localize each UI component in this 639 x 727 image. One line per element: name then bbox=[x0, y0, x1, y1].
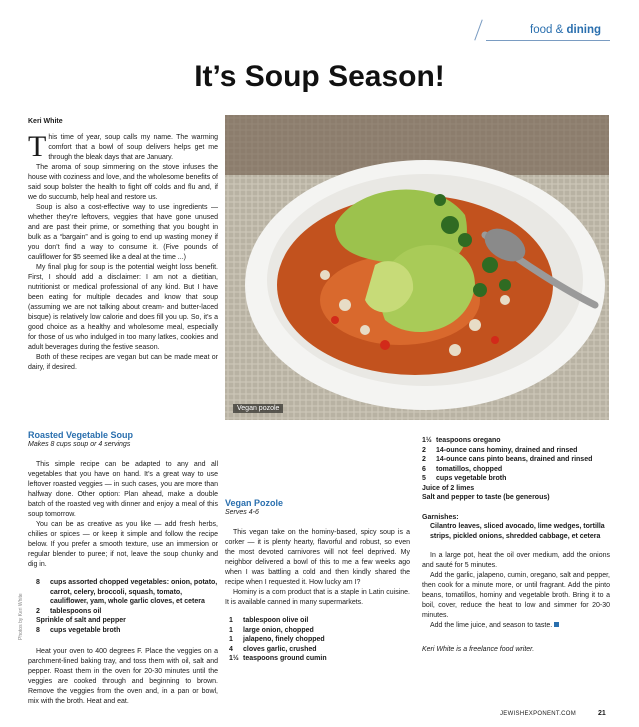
intro-column bbox=[28, 130, 218, 373]
section-rule bbox=[486, 40, 610, 41]
recipe2-ingredients-b bbox=[422, 436, 610, 503]
ingredient-row: 1½ teaspoons oregano bbox=[422, 437, 501, 444]
ingredient-row: 1 jalapeno, finely chopped bbox=[229, 636, 325, 643]
author-bio: Keri White is a freelance food writer. bbox=[422, 646, 535, 653]
footer-site: JEWISHEXPONENT.COM bbox=[500, 711, 577, 717]
ingredient-row: Salt and pepper to taste (be generous) bbox=[422, 494, 550, 501]
ingredient-row: 6 tomatillos, chopped bbox=[422, 465, 503, 473]
byline: Keri White bbox=[28, 118, 63, 125]
recipe1-title: Roasted Vegetable Soup bbox=[28, 430, 134, 440]
ingredient-row: 2 14-ounce cans hominy, drained and rinsed bbox=[422, 446, 578, 454]
recipe2-step1: In a large pot, heat the oil over medium, add the onions and sauté for 5 minutes. bbox=[422, 552, 610, 569]
recipe1-step1: Heat your oven to 400 degrees F. Place the veggies on a parchment-lined baking tray, and toss them with oil, salt and pepper. Roast them in the oven for 20-30 minutes until the veggies are cooked through and beginning to brown. Remove the veggies from the oven and, in a pan or bowl, mix with the broth. Heat and eat. bbox=[28, 648, 218, 705]
intro-p5: Both of these recipes are vegan but can be made meat or dairy, if desired. bbox=[28, 354, 218, 371]
drop-cap: T bbox=[28, 130, 47, 163]
ingredient-row: 8 cups vegetable broth bbox=[36, 626, 121, 634]
recipe2-ingredients-a bbox=[225, 616, 410, 664]
section-left: food bbox=[530, 24, 553, 36]
recipe2-title: Vegan Pozole bbox=[225, 498, 284, 508]
recipe1-column bbox=[28, 430, 218, 707]
recipe2-serves: Serves 4-6 bbox=[225, 509, 259, 516]
section-tag bbox=[530, 24, 601, 36]
ingredient-row: 1½ teaspoons ground cumin bbox=[229, 655, 327, 662]
ingredient-row: Sprinkle of salt and pepper bbox=[36, 617, 126, 624]
page-title: It’s Soup Season! bbox=[194, 60, 445, 93]
section-right: dining bbox=[566, 24, 601, 36]
intro-p3: Soup is also a cost-effective way to use ingredients — whether they’re leftovers, veggies that have gone unused and are past their prime, or something that you bought in bulk as a “bargain” and is going to end up wasting money if you don’t find a way to consume it. (Five pounds of cauliflower for $5 seemed like a deal at the time ...) bbox=[28, 204, 218, 261]
end-mark-icon bbox=[554, 622, 559, 627]
recipe1-p1: This simple recipe can be adapted to any and all vegetables that you have on hand. It’s a great way to use leftover roasted veggies — in such cases, you are more than halfway done. Other option: Plan ahead, make a double batch of the roasted veg with dinner and enjoy a meal of this soup tomorrow. bbox=[28, 461, 218, 518]
page-number: 21 bbox=[598, 710, 606, 717]
garnish-label: Garnishes: bbox=[422, 513, 459, 521]
intro-p1 bbox=[28, 130, 218, 163]
photo-credit: Photos by Keri White bbox=[18, 593, 24, 640]
soup-photo bbox=[225, 115, 609, 420]
intro-p4: My final plug for soup is the potential weight loss benefit. First, I should add a disclaimer: I am not a dietitian, nutritionist or medical professional of any kind. But I have been eating for multiple decades and know that soup (assuming we are not talking about cream- and butter-laced bisque) is relatively low calorie and does fill you up. So, it’s a good choice as a healthy and wholesome meal, especially for those of us who indulged in too many latkes, cookies and adult beverages during the festive season. bbox=[28, 264, 218, 351]
ingredient-row: 4 cloves garlic, crushed bbox=[229, 645, 317, 653]
intro-p2: The aroma of soup simmering on the stove infuses the house with coziness and love, and the wholesome benefits of said soup bolster the health to fight off colds and flu and, if we do succumb, help heal and restore us. bbox=[28, 164, 218, 201]
recipe1-serves: Makes 8 cups soup or 4 servings bbox=[28, 441, 131, 448]
recipe2-p1: This vegan take on the hominy-based, spicy soup is a corker — it is plenty hearty, flavorful and robust, so even the most devoted carnivores will not feel deprived. My neighbor delivered a bowl of this to me a few weeks ago when I was battling a cold and then kindly shared the recipe when I requested it. How lucky am I? bbox=[225, 529, 410, 586]
photo-caption: Vegan pozole bbox=[233, 404, 283, 413]
recipe2-step2: Add the garlic, jalapeno, cumin, oregano, salt and pepper, then cook for a minute more, or until fragrant. Add the pinto beans, tomatillos, hominy and vegetable broth. Bring it to a boil, cover, reduce the heat to low and simmer for 20-30 minutes. bbox=[422, 572, 610, 619]
recipe2-step3 bbox=[422, 621, 610, 631]
ingredient-row: 8 cups assorted chopped vegetables: onion, potato, carrot, celery, broccoli, squash, tomato, cauliflower, yam, whole garlic cloves, et cetera bbox=[36, 579, 218, 605]
garnish-list: Cilantro leaves, sliced avocado, lime wedges, tortilla strips, pickled onions, shredded cabbage, et cetera bbox=[430, 523, 605, 540]
intro-p1-text: his time of year, soup calls my name. The warming comfort that a bowl of soup delivers helps get me through the bleak days that are January. bbox=[48, 134, 218, 161]
recipe2-p2: Hominy is a corn product that is a staple in Latin cuisine. It is available canned in many supermarkets. bbox=[225, 589, 410, 606]
ingredient-row: 2 14-ounce cans pinto beans, drained and rinsed bbox=[422, 456, 593, 463]
ingredient-row: 1 tablespoon olive oil bbox=[229, 617, 309, 624]
section-slash-decoration bbox=[474, 19, 482, 40]
middle-column-top bbox=[225, 436, 410, 490]
recipe1-ingredients bbox=[28, 578, 218, 635]
ingredient-row: 1 large onion, chopped bbox=[229, 626, 314, 634]
recipe2-column bbox=[225, 498, 410, 664]
pozole-bowl-image bbox=[225, 115, 609, 420]
recipe1-p2: You can be as creative as you like — add fresh herbs, chilies or spices — or keep it simple and follow the recipe below. If you prefer a smooth texture, use an immersion or regular blender to puree; if not, leave the soup chunky and dig in. bbox=[28, 521, 218, 568]
section-amp: & bbox=[555, 24, 564, 36]
ingredient-row: 2 tablespoons oil bbox=[36, 607, 102, 615]
ingredient-row: Juice of 2 limes bbox=[422, 484, 475, 492]
ingredient-row: 5 cups vegetable broth bbox=[422, 475, 507, 482]
recipe2-column-cont bbox=[422, 436, 610, 655]
recipe2-step3-text: Add the lime juice, and season to taste. bbox=[430, 622, 553, 629]
